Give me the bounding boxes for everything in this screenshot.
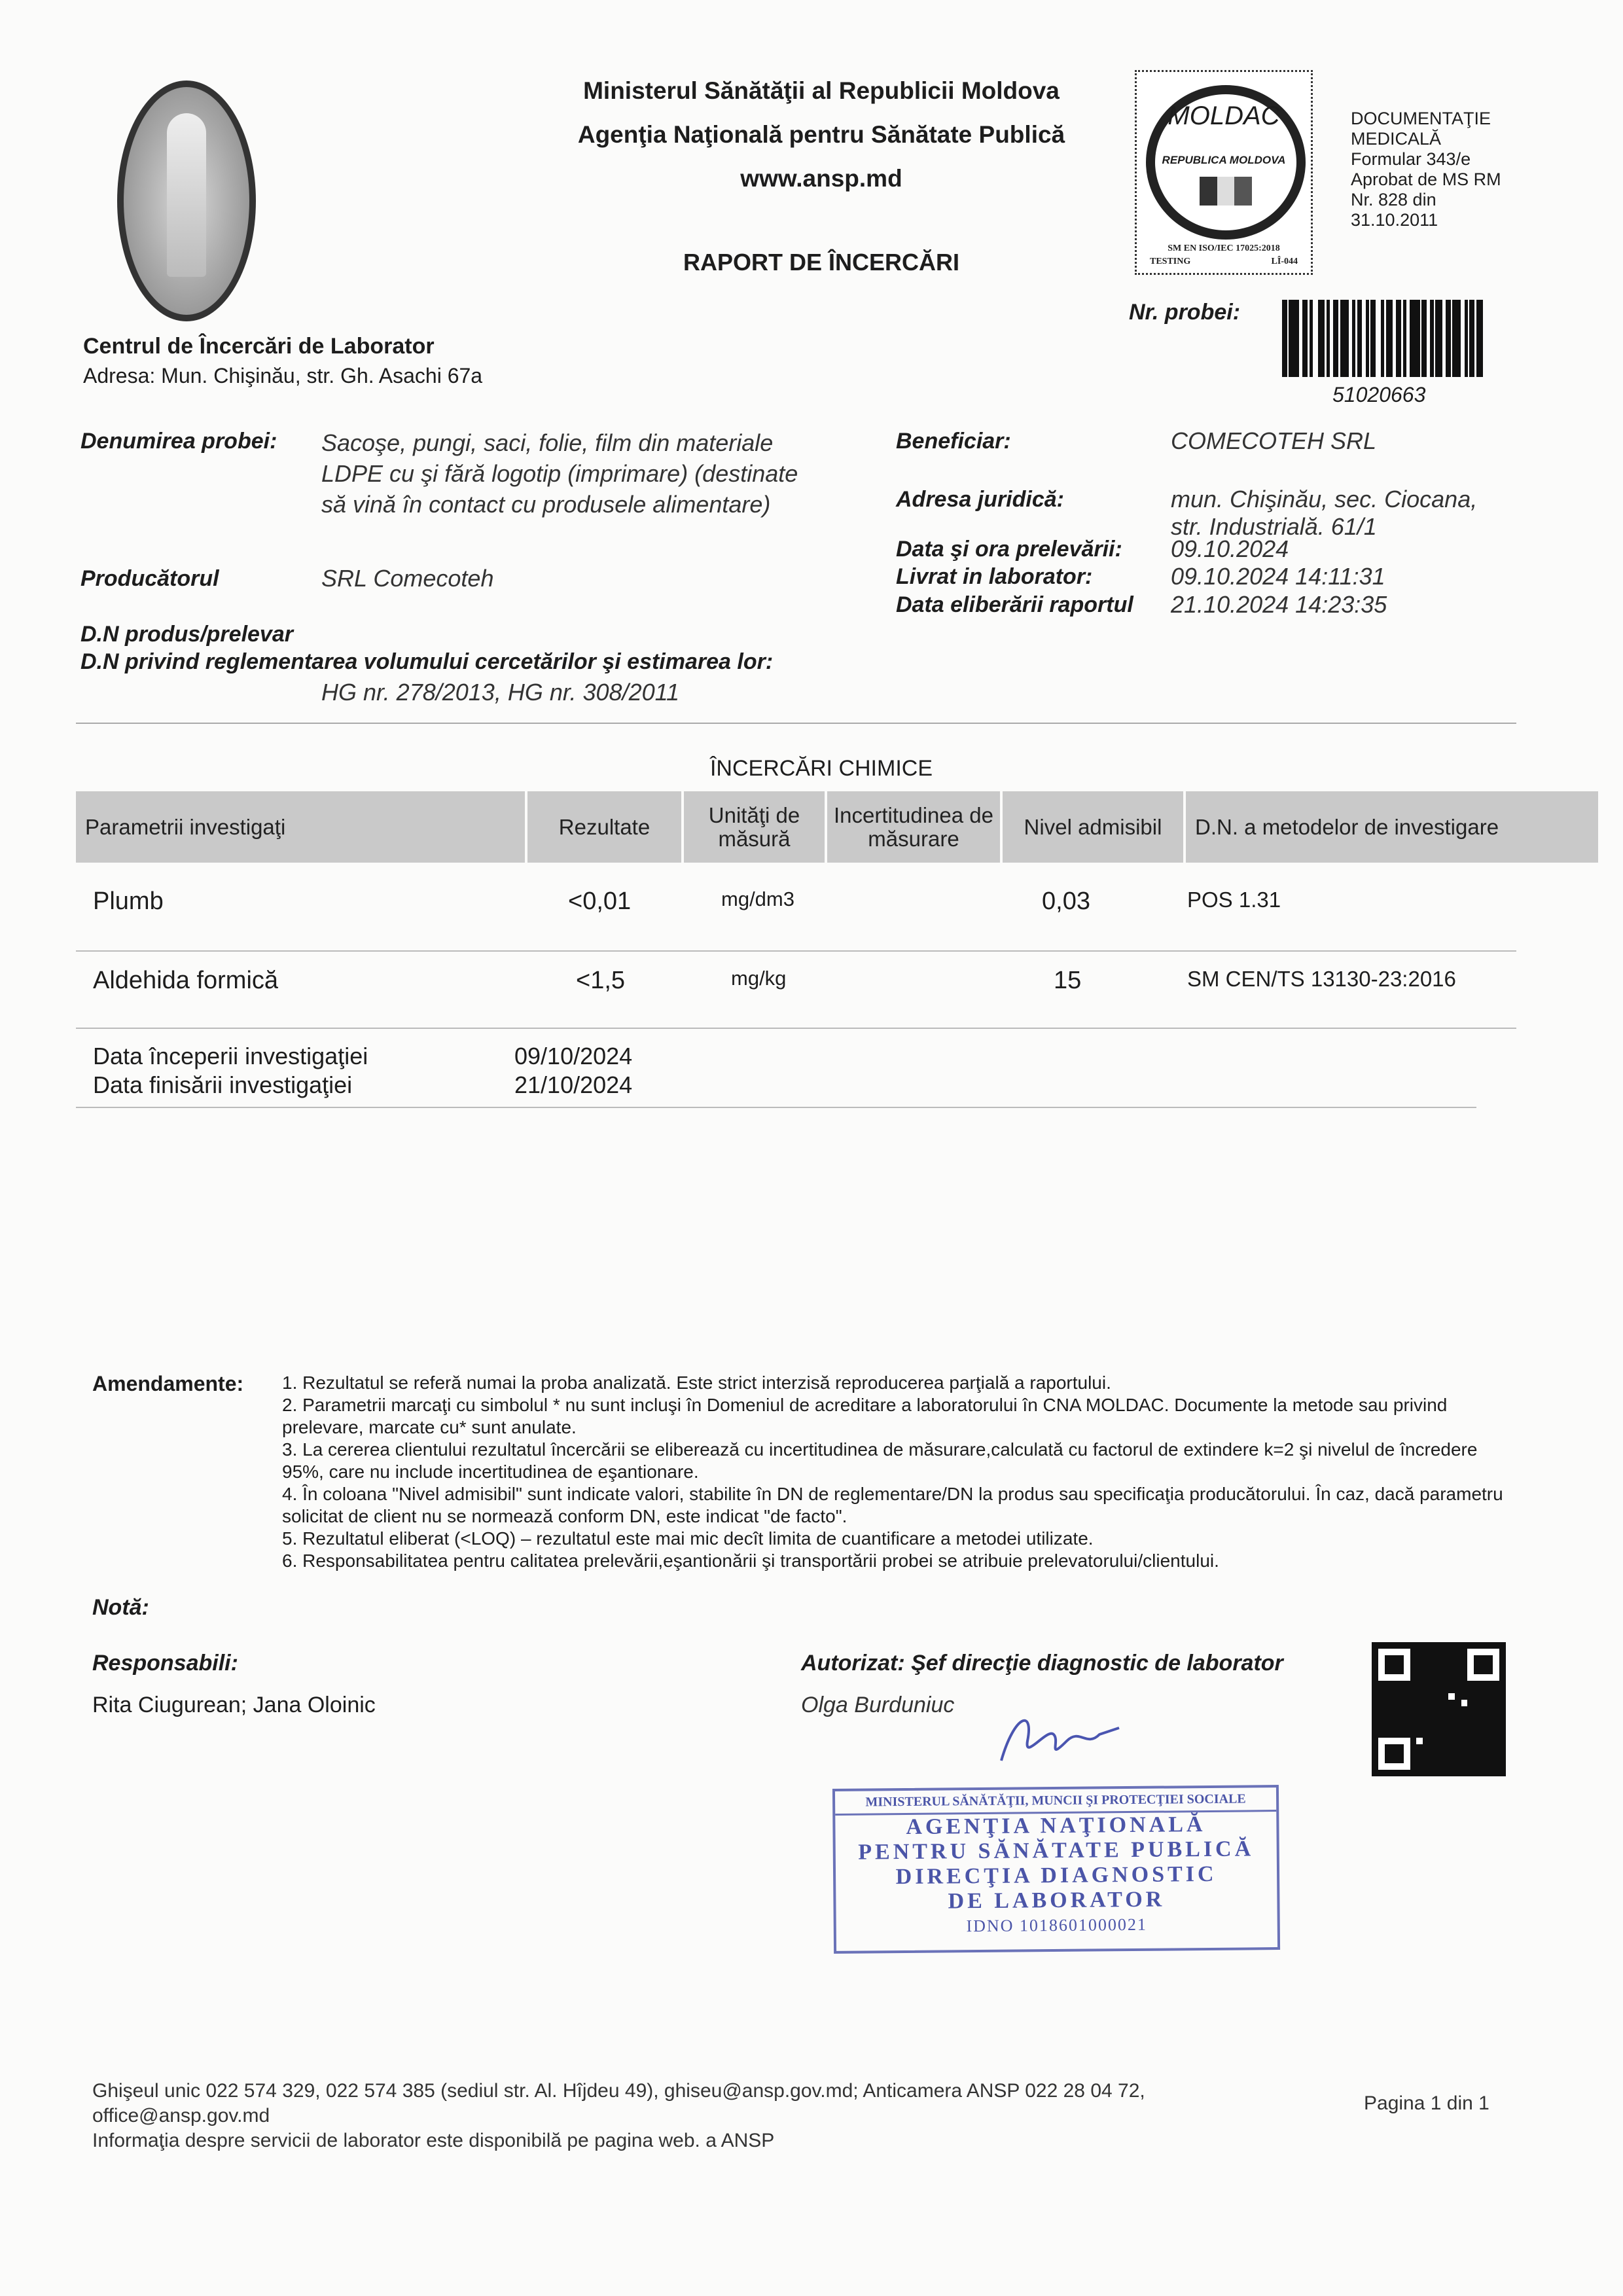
result: <1,5 — [576, 967, 626, 994]
producer: SRL Comecoteh — [321, 565, 494, 592]
col-uncertainty: Incertitudinea de măsurare — [826, 791, 1001, 863]
report-title: RAPORT DE ÎNCERCĂRI — [683, 249, 959, 276]
method: POS 1.31 — [1187, 888, 1281, 912]
amendments-list: 1. Rezultatul se referă numai la proba analizată. Este strict interzisă reproducerea parţială a raportului. 2. Parametrii marcaţi cu simbolul * nu sunt incluşi în Domeniul de acreditare a laboratorului în CNA MOLDAC. Documente la metode sau privind prelevare, marcate cu* sunt anulate. 3. La cererea clientului rezultatul încercării se eliberează cu incertitudinea de măsurare,calculată cu factorul de extindere k=2 şi nivelul de încredere 95%, care nu include incertitudinea de eşantionare. 4. În coloana "Nivel admisibil" sunt indicate valori, stabilite în DN de reglementare/DN la produs sau specificaţia producătorului. În caz, dacă parametru solicitat de client nu se normează conform DN, este indicat "de facto". 5. Rezultatul eliberat (<LOQ) – rezultatul este mai mic decît limita de cuantificare a metodei utilizate. 6. Responsabilitatea pentru calitatea prelevării,eşantionării şi transportării probei se atribuie prelevatorului/clientului. — [282, 1372, 1503, 1571]
legal-address: mun. Chişinău, sec. Ciocana, str. Industrială. 61/1 — [1171, 486, 1478, 540]
barcode — [1282, 300, 1487, 377]
table-header — [76, 791, 1598, 863]
col-unit: Unităţi de măsură — [683, 791, 826, 863]
responsible: Rita Ciugurean; Jana Oloinic — [92, 1693, 376, 1717]
sample-nr-label: Nr. probei: — [1129, 300, 1241, 325]
dn-product-label: D.N produs/prelevar — [80, 622, 293, 647]
footer-info: Informaţia despre servicii de laborator este disponibilă pe pagina web. a ANSP — [92, 2130, 775, 2151]
issued: 21.10.2024 14:23:35 — [1171, 591, 1387, 618]
start-label: Data începerii investigaţiei — [93, 1043, 368, 1069]
page-number: Pagina 1 din 1 — [1364, 2092, 1489, 2114]
col-method: D.N. a metodelor de investigare — [1185, 791, 1598, 863]
start-date: 09/10/2024 — [514, 1043, 633, 1069]
end-label: Data finisării investigaţiei — [93, 1071, 353, 1098]
row-divider — [76, 1028, 1516, 1029]
sampling-date-label: Data şi ora prelevării: — [896, 537, 1122, 562]
dn-regulation-label: D.N privind reglementarea volumului cercetărilor şi estimarea lor: — [80, 649, 774, 674]
divider — [76, 723, 1516, 724]
divider — [76, 1107, 1476, 1108]
end-date: 21/10/2024 — [514, 1071, 633, 1098]
delivered-label: Livrat in laborator: — [896, 564, 1093, 589]
unit: mg/dm3 — [721, 888, 794, 910]
qr-code — [1372, 1642, 1506, 1776]
dn-regulation: HG nr. 278/2013, HG nr. 308/2011 — [321, 679, 679, 706]
footer-email: office@ansp.gov.md — [92, 2105, 270, 2126]
note-label: Notă: — [92, 1595, 149, 1620]
section-title: ÎNCERCĂRI CHIMICE — [709, 756, 933, 781]
website: www.ansp.md — [740, 165, 902, 192]
legal-address-label: Adresa juridică: — [896, 487, 1064, 512]
unit: mg/kg — [731, 967, 787, 990]
issued-label: Data eliberării raportul — [896, 592, 1133, 617]
row-divider — [76, 950, 1516, 952]
lab-address: Adresa: Mun. Chişinău, str. Gh. Asachi 67a — [83, 364, 483, 387]
signature — [988, 1702, 1132, 1774]
agency-title: Agenţia Naţională pentru Sănătate Publică — [577, 121, 1065, 148]
limit: 15 — [1054, 967, 1082, 994]
documentation-note: DOCUMENTAŢIE MEDICALĂ Formular 343/e Aprobat de MS RM Nr. 828 din 31.10.2011 — [1351, 109, 1501, 230]
results-table — [76, 791, 1598, 863]
param: Aldehida formică — [93, 967, 279, 994]
amendments-label: Amendamente: — [92, 1372, 244, 1395]
responsible-label: Responsabili: — [92, 1651, 238, 1676]
sample-nr: 51020663 — [1332, 383, 1426, 406]
authorized: Olga Burduniuc — [801, 1693, 955, 1717]
beneficiary: COMECOTEH SRL — [1171, 427, 1377, 454]
lab-name: Centrul de Încercări de Laborator — [83, 334, 435, 359]
method: SM CEN/TS 13130-23:2016 — [1187, 967, 1456, 991]
producer-label: Producătorul — [80, 566, 219, 591]
moldac-logo: MOLDAC REPUBLICA MOLDOVA SM EN ISO/IEC 17025:2018 TESTING LÎ-044 — [1135, 70, 1313, 275]
ministry-emblem — [117, 81, 256, 321]
sampling-date: 09.10.2024 — [1171, 535, 1289, 562]
ministry-title: Ministerul Sănătăţii al Republicii Moldova — [583, 77, 1060, 104]
limit: 0,03 — [1042, 888, 1090, 915]
beneficiary-label: Beneficiar: — [896, 429, 1011, 454]
col-limit: Nivel admisibil — [1001, 791, 1185, 863]
sample-name: Sacoşe, pungi, saci, folie, film din materiale LDPE cu şi fără logotip (imprimare) (destinate să vină în contact cu produsele alimentare) — [321, 429, 798, 518]
sample-name-label: Denumirea probei: — [80, 429, 277, 454]
result: <0,01 — [568, 888, 632, 915]
official-stamp: MINISTERUL SĂNĂTĂŢII, MUNCII ŞI PROTECŢIEI SOCIALE AGENŢIA NAŢIONALĂ PENTRU SĂNĂTATE PUBLICĂ DIRECŢIA DIAGNOSTIC DE LABORATOR IDNO 1018601000021 — [832, 1785, 1280, 1954]
authorized-label: Autorizat: Şef direcţie diagnostic de laborator — [801, 1651, 1283, 1676]
delivered: 09.10.2024 14:11:31 — [1171, 563, 1385, 590]
col-param: Parametrii investigaţi — [76, 791, 526, 863]
footer-contacts: Ghişeul unic 022 574 329, 022 574 385 (sediul str. Al. Hîjdeu 49), ghiseu@ansp.gov.md; Anticamera ANSP 022 28 04 72, — [92, 2080, 1145, 2102]
param: Plumb — [93, 888, 164, 915]
col-result: Rezultate — [526, 791, 683, 863]
